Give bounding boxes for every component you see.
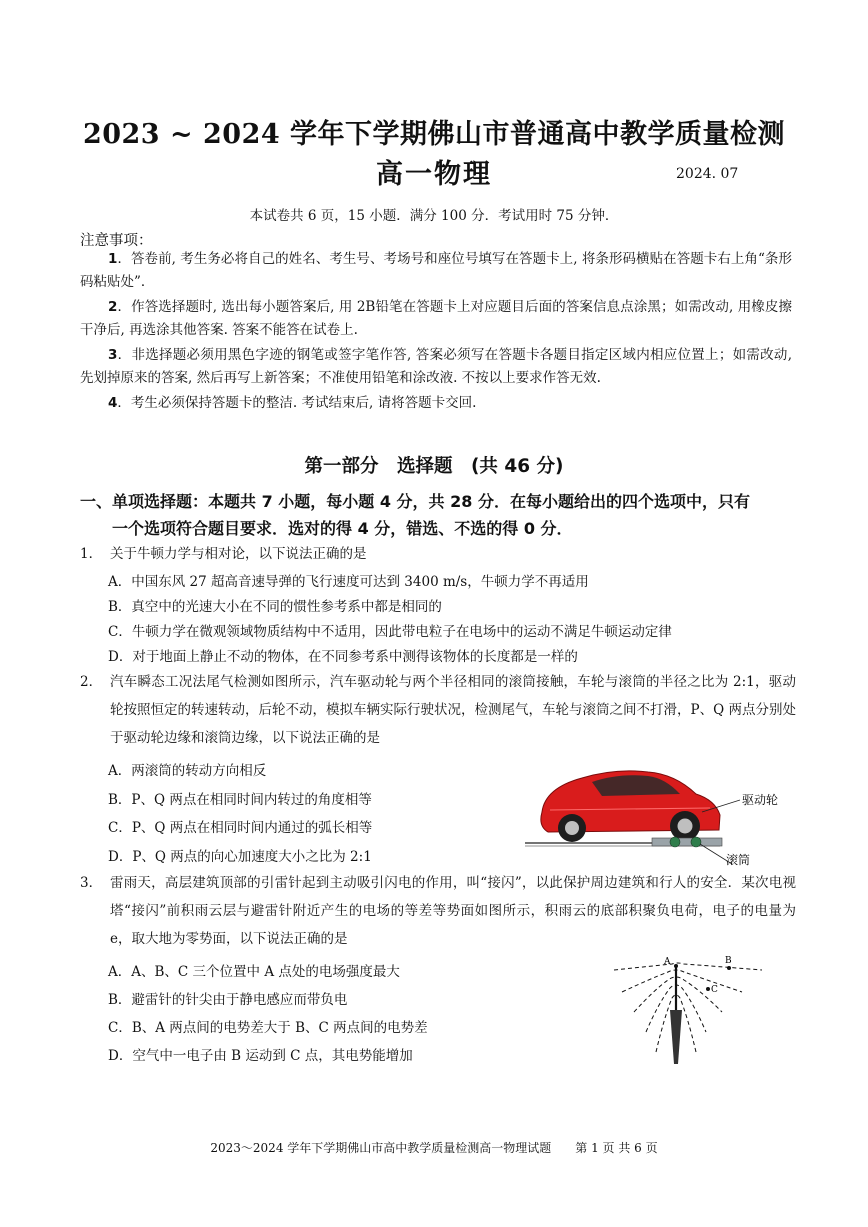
roller-right bbox=[691, 837, 701, 847]
question-1-option-b: B．真空中的光速大小在不同的惯性参考系中都是相同的 bbox=[108, 599, 442, 615]
label-a: A bbox=[664, 957, 671, 967]
page-footer: 2023～2024 学年下学期佛山市高中教学质量检测高一物理试题 第 1 页 共 6 页 bbox=[210, 1141, 658, 1155]
exam-date: 2024. 07 bbox=[676, 166, 739, 182]
wheel-label: 驱动轮 bbox=[742, 793, 779, 807]
roller-left bbox=[670, 837, 680, 847]
point-c bbox=[706, 987, 710, 991]
rod-mast bbox=[670, 1010, 682, 1064]
rear-wheel-hub bbox=[565, 821, 579, 835]
section-heading: 一、单项选择题：本题共 7 小题，每小题 4 分，共 28 分．在每小题给出的四个选项中，只有 一个选项符合题目要求．选对的得 4 分，错选、不选的得 0 分． bbox=[80, 492, 750, 538]
question-2-stem: 2． 汽车瞬态工况法尾气检测如图所示，汽车驱动轮与两个半径相同的滚筒接触，车轮与滚筒的半径之比为 2:1，驱动轮按照恒定的转速转动，后轮不动，模拟车辆实际行驶状况，检测尾气，车轮与滚筒之间不打滑，P、Q 两点分别处于驱动轮边缘和滚筒边缘，以下说法正确的是 bbox=[80, 674, 796, 746]
label-b: B bbox=[725, 956, 732, 966]
point-a bbox=[674, 964, 678, 968]
exam-title: 2023 ~ 2024 学年下学期佛山市普通高中教学质量检测 bbox=[82, 119, 786, 150]
lightning-rod-figure bbox=[612, 952, 772, 1064]
label-c: C bbox=[711, 985, 718, 995]
question-1-stem: 1． 关于牛顿力学与相对论，以下说法正确的是 bbox=[80, 546, 367, 562]
equipotential-line bbox=[634, 977, 722, 1012]
subject-title: 高一物理 bbox=[376, 159, 492, 190]
question-1-option-d: D．对于地面上静止不动的物体，在不同参考系中测得该物体的长度都是一样的 bbox=[108, 649, 578, 665]
exam-scope: 本试卷共 6 页，15 小题．满分 100 分．考试用时 75 分钟． bbox=[249, 208, 619, 224]
question-2-option-b: B．P、Q 两点在相同时间内转过的角度相等 bbox=[108, 792, 372, 808]
notice-item: 3．非选择题必须用黑色字迹的钢笔或签字笔作答, 答案必须写在答题卡各题目指定区域内相应位置上；如需改动, 先划掉原来的答案, 然后再写上新答案；不准使用铅笔和涂改液. 不按以上要求作答无效. bbox=[80, 347, 792, 386]
point-b bbox=[727, 966, 731, 970]
question-3-option-d: D．空气中一电子由 B 运动到 C 点，其电势能增加 bbox=[108, 1048, 413, 1064]
question-3-option-b: B．避雷针的针尖由于静电感应而带负电 bbox=[108, 992, 348, 1008]
drive-wheel-hub bbox=[678, 819, 693, 834]
question-2-option-d: D．P、Q 两点的向心加速度大小之比为 2:1 bbox=[108, 849, 372, 865]
question-2-option-a: A．两滚筒的转动方向相反 bbox=[108, 763, 267, 779]
question-3-option-a: A．A、B、C 三个位置中 A 点处的电场强度最大 bbox=[108, 964, 400, 980]
dyno-platform bbox=[652, 838, 722, 846]
question-1-option-c: C．牛顿力学在微观领域物质结构中不适用，因此带电粒子在电场中的运动不满足牛顿运动定律 bbox=[108, 624, 672, 640]
question-3-option-c: C．B、A 两点间的电势差大于 B、C 两点间的电势差 bbox=[108, 1020, 428, 1036]
notice-item: 1．答卷前, 考生务必将自己的姓名、考生号、考场号和座位号填写在答题卡上, 将条形码横贴在答题卡右上角“条形码粘贴处”． bbox=[80, 251, 792, 290]
notice-heading: 注意事项： bbox=[80, 233, 153, 249]
part-heading: 第一部分 选择题 (共 46 分) bbox=[304, 456, 564, 477]
equipotential-line bbox=[614, 963, 762, 970]
notice-item: 2．作答选择题时, 选出每小题答案后, 用 2B铅笔在答题卡上对应题目后面的答案信息点涂黑；如需改动, 用橡皮擦干净后, 再选涂其他答案. 答案不能答在试卷上. bbox=[80, 299, 792, 338]
car-dyno-figure bbox=[520, 760, 800, 870]
notice-item: 4．考生必须保持答题卡的整洁. 考试结束后, 请将答题卡交回. bbox=[108, 395, 477, 411]
question-1-option-a: A．中国东风 27 超高音速导弹的飞行速度可达到 3400 m/s，牛顿力学不再适用 bbox=[108, 574, 589, 590]
question-3-stem: 3． 雷雨天，高层建筑顶部的引雷针起到主动吸引闪电的作用，叫“接闪”，以此保护周边建筑和行人的安全．某次电视塔“接闪”前积雨云层与避雷针附近产生的电场的等差等势面如图所示，积雨云的底部积聚负电荷，电子的电量为 e，取大地为零势面，以下说法正确的是 bbox=[80, 875, 796, 947]
roller-label: 滚筒 bbox=[726, 853, 751, 867]
question-2-option-c: C．P、Q 两点在相同时间内通过的弧长相等 bbox=[108, 820, 373, 836]
